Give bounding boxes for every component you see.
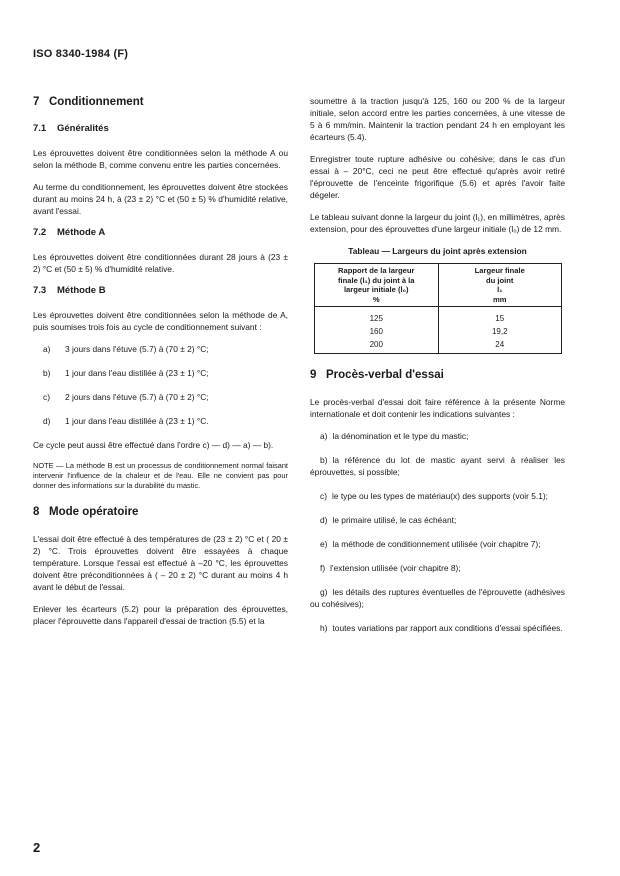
list-text: le type ou les types de matériau(x) des supports (voir 5.1);: [331, 491, 548, 501]
list-text: 3 jours dans l'étuve (5.7) à (70 ± 2) °C;: [65, 344, 209, 354]
header-line: Rapport de la largeur: [338, 266, 415, 275]
list-marker: a): [43, 344, 51, 354]
header-line: Largeur finale: [474, 266, 525, 275]
section-title: Conditionnement: [49, 96, 144, 108]
list-marker: c): [320, 491, 327, 501]
list-marker: f): [320, 563, 326, 573]
list-text: le primaire utilisé, le cas échéant;: [332, 515, 457, 525]
table-cell: 15: [438, 307, 562, 326]
table-cell: 200: [315, 338, 439, 354]
list-marker: d): [43, 416, 51, 426]
list-item: [310, 514, 565, 526]
paragraph: Le procès-verbal d'essai doit faire référence à la présente Norme internationale et doit contenir les indications suivantes :: [310, 397, 565, 419]
left-column: [33, 95, 288, 637]
table-row: [315, 338, 562, 354]
section-title: Méthode B: [57, 285, 106, 296]
list-item: [33, 415, 288, 427]
section-7-1-heading: [33, 123, 288, 135]
list-item: [310, 454, 565, 478]
list-text: la méthode de conditionnement utilisée (voir chapitre 7);: [332, 539, 541, 549]
section-number: 7.3: [33, 285, 47, 296]
section-7-3-heading: [33, 285, 288, 297]
paragraph: Le tableau suivant donne la largeur du joint (l₁), en millimètres, après extension, pour des éprouvettes d'une largeur initiale (l₀) de 12 mm.: [310, 212, 565, 234]
list-text: 1 jour dans l'eau distillée à (23 ± 1) °C;: [65, 368, 209, 378]
paragraph: Au terme du conditionnement, les éprouvettes doivent être stockées durant au moins 24 h, à (23 ± 2) °C et (50 ± 5) % d'humidité relative, avant l'essai.: [33, 182, 288, 216]
header-line: largeur initiale (l₀): [343, 285, 409, 294]
paragraph: Les éprouvettes doivent être conditionnées selon la méthode de A, puis soumises trois fois au cycle de conditionnement suivant :: [33, 310, 288, 332]
list-text: la référence du lot de mastic ayant servi à réaliser les éprouvettes, si possible;: [310, 455, 565, 477]
paragraph: Les éprouvettes doivent être conditionnées durant 28 jours à (23 ± 2) °C et (50 ± 5) % d'humidité relative.: [33, 252, 288, 274]
list-item: [310, 562, 565, 574]
table-cell: 160: [315, 325, 439, 338]
section-number: 8: [33, 506, 40, 518]
paragraph: Ce cycle peut aussi être effectué dans l'ordre c) — d) — a) — b).: [33, 440, 274, 450]
section-title: Généralités: [57, 123, 109, 134]
section-9-heading: [310, 368, 565, 382]
list-item: [310, 586, 565, 610]
section-title: Mode opératoire: [49, 506, 139, 518]
section-number: 7: [33, 96, 40, 108]
table-cell: 125: [315, 307, 439, 326]
list-item: [310, 538, 565, 550]
page-header: ISO 8340-1984 (F): [33, 48, 129, 60]
table-header-ratio: [315, 264, 439, 307]
list-marker: g): [320, 587, 328, 597]
report-items-list: [310, 430, 565, 634]
note: NOTE — La méthode B est un processus de conditionnement normal faisant intervenir l'influence de la chaleur et de l'eau. Elle ne convient pas pour donner des informations sur la durabilité du mastic.: [33, 461, 288, 490]
paragraph: L'essai doit être effectué à des températures de (23 ± 2) °C et ( 20 ± 2) °C. Trois éprouvettes doivent être essayées à chaque température. Lorsque l'essai est effectué à –20 °C, les éprouvettes doivent être préconditionnées à ( – 20 ± 2) °C durant au moins 4 h avant le début de l'essai.: [33, 534, 288, 592]
list-item: [310, 490, 565, 502]
table-cell: 19,2: [438, 325, 562, 338]
conditioning-cycle-list: [33, 343, 288, 427]
table-cell: 24: [438, 338, 562, 354]
header-line: du joint: [486, 275, 514, 285]
list-text: l'extension utilisée (voir chapitre 8);: [330, 563, 461, 573]
section-number: 9: [310, 369, 317, 381]
section-title: Méthode A: [57, 227, 106, 238]
list-text: la dénomination et le type du mastic;: [332, 431, 469, 441]
list-marker: d): [320, 515, 328, 525]
list-marker: a): [320, 431, 328, 441]
paragraph: Enregistrer toute rupture adhésive ou cohésive; dans le cas d'un essai à – 20°C, ceci ne peut être effectué qu'après avoir retiré l'éprouvette de l'enceinte frigorifique (5.6) et après l'avoir faite dégeler.: [310, 154, 565, 200]
list-text: 1 jour dans l'eau distillée à (23 ± 1) °C.: [65, 416, 209, 426]
table-caption: Tableau — Largeurs du joint après extension: [348, 246, 527, 256]
section-7-heading: [33, 95, 288, 109]
section-number: 7.2: [33, 227, 47, 238]
list-marker: e): [320, 539, 328, 549]
list-item: [33, 343, 288, 355]
header-line: l₁: [497, 285, 503, 294]
section-8-heading: [33, 505, 288, 519]
list-item: [33, 391, 288, 403]
table-header-final-width: [438, 264, 562, 307]
list-item: [310, 622, 565, 634]
paragraph: soumettre à la traction jusqu'à 125, 160 ou 200 % de la largeur initiale, selon accord entre les parties concernées, à une vitesse de 5 à 6 mm/min. Maintenir la traction pendant 24 h en employant les écarteurs (5.4).: [310, 96, 565, 142]
section-7-2-heading: [33, 227, 288, 239]
page-number: 2: [33, 840, 41, 855]
table-row: [315, 307, 562, 326]
header-line: %: [372, 294, 380, 304]
section-number: 7.1: [33, 123, 47, 134]
paragraph: Les éprouvettes doivent être conditionnées selon la méthode A ou selon la méthode B, comme convenu entre les parties concernées.: [33, 148, 288, 170]
right-column: [310, 95, 565, 646]
list-text: 2 jours dans l'étuve (5.7) à (70 ± 2) °C;: [65, 392, 209, 402]
section-title: Procès-verbal d'essai: [326, 369, 444, 381]
joint-width-table: [314, 263, 562, 354]
paragraph: Enlever les écarteurs (5.2) pour la préparation des éprouvettes, placer l'éprouvette dans l'appareil d'essai de traction (5.5) et la: [33, 604, 288, 626]
header-line: finale (l₁) du joint à la: [337, 275, 415, 285]
list-item: [310, 430, 565, 442]
list-marker: b): [320, 455, 328, 465]
list-marker: h): [320, 623, 328, 633]
header-line: mm: [492, 294, 507, 304]
list-text: toutes variations par rapport aux conditions d'essai spécifiées.: [332, 623, 563, 633]
list-text: les détails des ruptures éventuelles de l'éprouvette (adhésives ou cohésives);: [310, 587, 565, 609]
list-marker: c): [43, 392, 50, 402]
table-row: [315, 325, 562, 338]
list-marker: b): [43, 368, 51, 378]
list-item: [33, 367, 288, 379]
